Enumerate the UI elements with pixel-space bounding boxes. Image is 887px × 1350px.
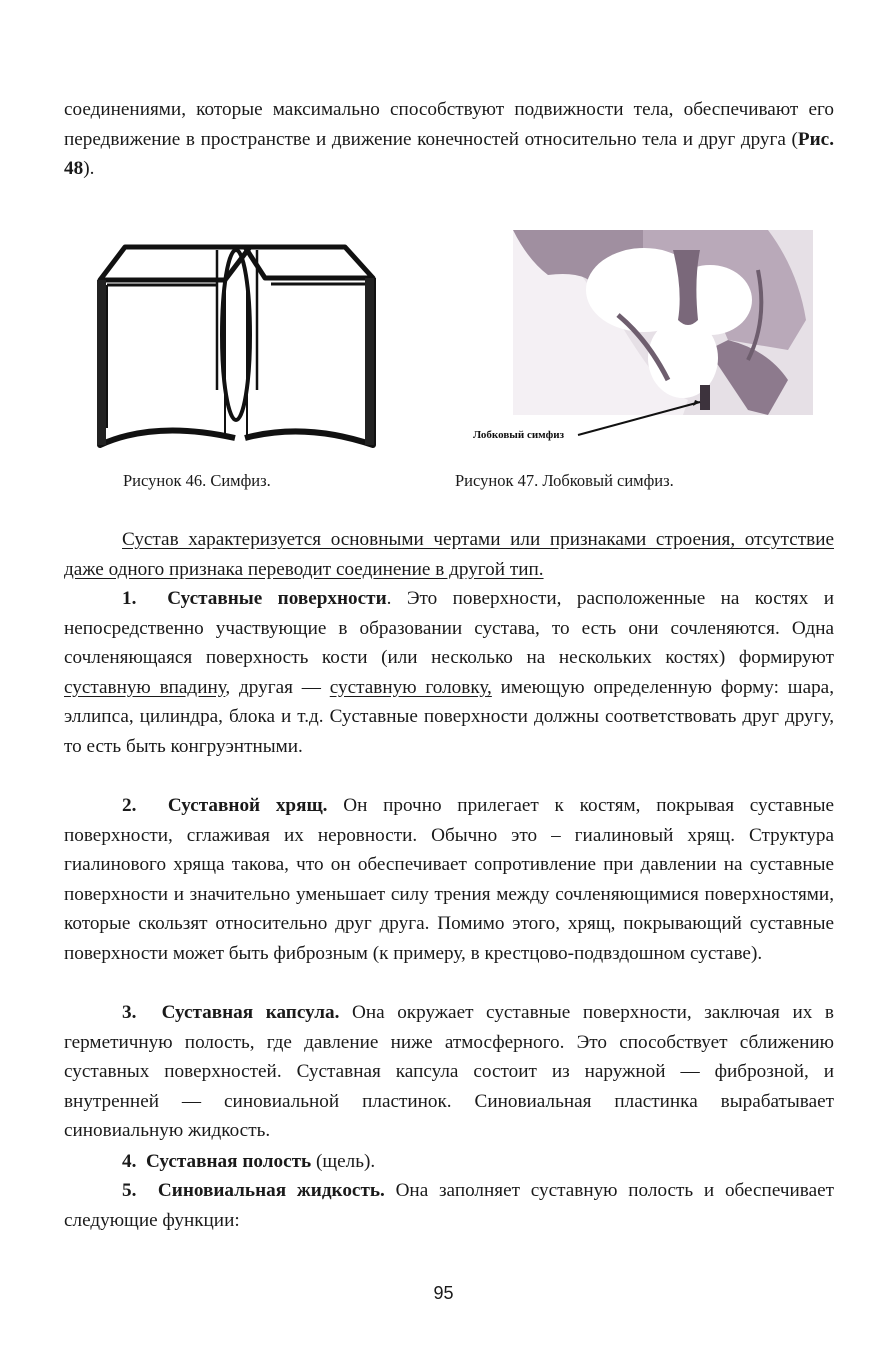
list-item-text: , другая — <box>225 676 330 698</box>
page-number: 95 <box>433 1283 454 1303</box>
list-number: 1. <box>122 588 137 609</box>
paragraph-intro-continued <box>64 95 834 184</box>
paragraph-text: соединениями, которые максимально способствуют подвижности тела, обеспечивают его передвижение в пространстве и движение конечностей относительно тела и друг друга ( <box>64 99 834 150</box>
list-item-text: (щель). <box>311 1151 376 1172</box>
list-item-title: Суставная капсула. <box>161 1002 340 1023</box>
list-item-3 <box>64 998 834 1146</box>
list-item-2 <box>64 791 834 968</box>
underlined-term: суставную впадину <box>64 676 226 698</box>
intro-paragraph: Сустав характеризуется основными чертами или признаками строения, отсутствие даже одного признака переводит соединение в другой тип. <box>64 529 834 580</box>
list-number: 3. <box>122 1002 137 1023</box>
list-item-title: Суставной хрящ. <box>167 795 328 816</box>
list-item-text: . Это поверхности, расположенные на костях и непосредственно участвующие в образовании сустава, то есть они сочленяются. Одна сочленяющаяся поверхность кости (или несколько на нескольких костях) формируют <box>64 588 834 668</box>
list-item-text: имеющую определенную форму: шара, эллипса, цилиндра, блока и т.д. Суставные поверхности должны соответствовать друг другу, то есть быть конгруэнтными. <box>64 676 834 757</box>
list-number: 4. <box>122 1151 137 1172</box>
figure-47-caption: Рисунок 47. Лобковый симфиз. <box>455 471 674 490</box>
figure-reference: Рис. 48 <box>64 128 834 179</box>
list-item-4 <box>64 1147 834 1177</box>
underlined-term: суставную головку, <box>329 676 492 698</box>
pubic-symphysis-illustration <box>468 230 813 445</box>
figure-46-caption: Рисунок 46. Симфиз. <box>123 471 271 490</box>
list-item-text: Она окружает суставные поверхности, заключая их в герметичную полость, где давление ниже атмосферного. Это способствует сближению суставных поверхностей. Суставная капсула состоит из наружной — фиброзной, и внутренней — синовиальной пластинок. Синовиальная пластинка вырабатывает синовиальную жидкость. <box>64 1002 834 1141</box>
figure-47-label: Лобковый симфиз <box>473 429 565 441</box>
list-item-5 <box>64 1176 834 1235</box>
list-number: 2. <box>122 795 137 816</box>
list-item-title: Синовиальная жидкость. <box>157 1180 385 1201</box>
list-item-title: Суставные поверхности <box>167 588 387 609</box>
list-item-1 <box>64 584 834 761</box>
symphysis-diagram <box>95 240 377 448</box>
list-number: 5. <box>122 1180 137 1201</box>
paragraph-text-end: ). <box>83 158 95 179</box>
list-item-text: Он прочно прилегает к костям, покрывая суставные поверхности, сглаживая их неровности. Обычно это – гиалиновый хрящ. Структура гиалинового хряща такова, что он обеспечивает сопротивление при давлении на суставные поверхности и значительно уменьшает силу трения между сочленяющимися поверхностями, которые скользят относительно друг друга. Помимо этого, хрящ, покрывающий суставные поверхности может быть фиброзным (к примеру, в крестцово-подвздошном суставе). <box>64 795 835 964</box>
list-item-text: Она заполняет суставную полость и обеспечивает следующие функции: <box>64 1180 835 1231</box>
list-item-title: Суставная полость <box>145 1151 312 1172</box>
